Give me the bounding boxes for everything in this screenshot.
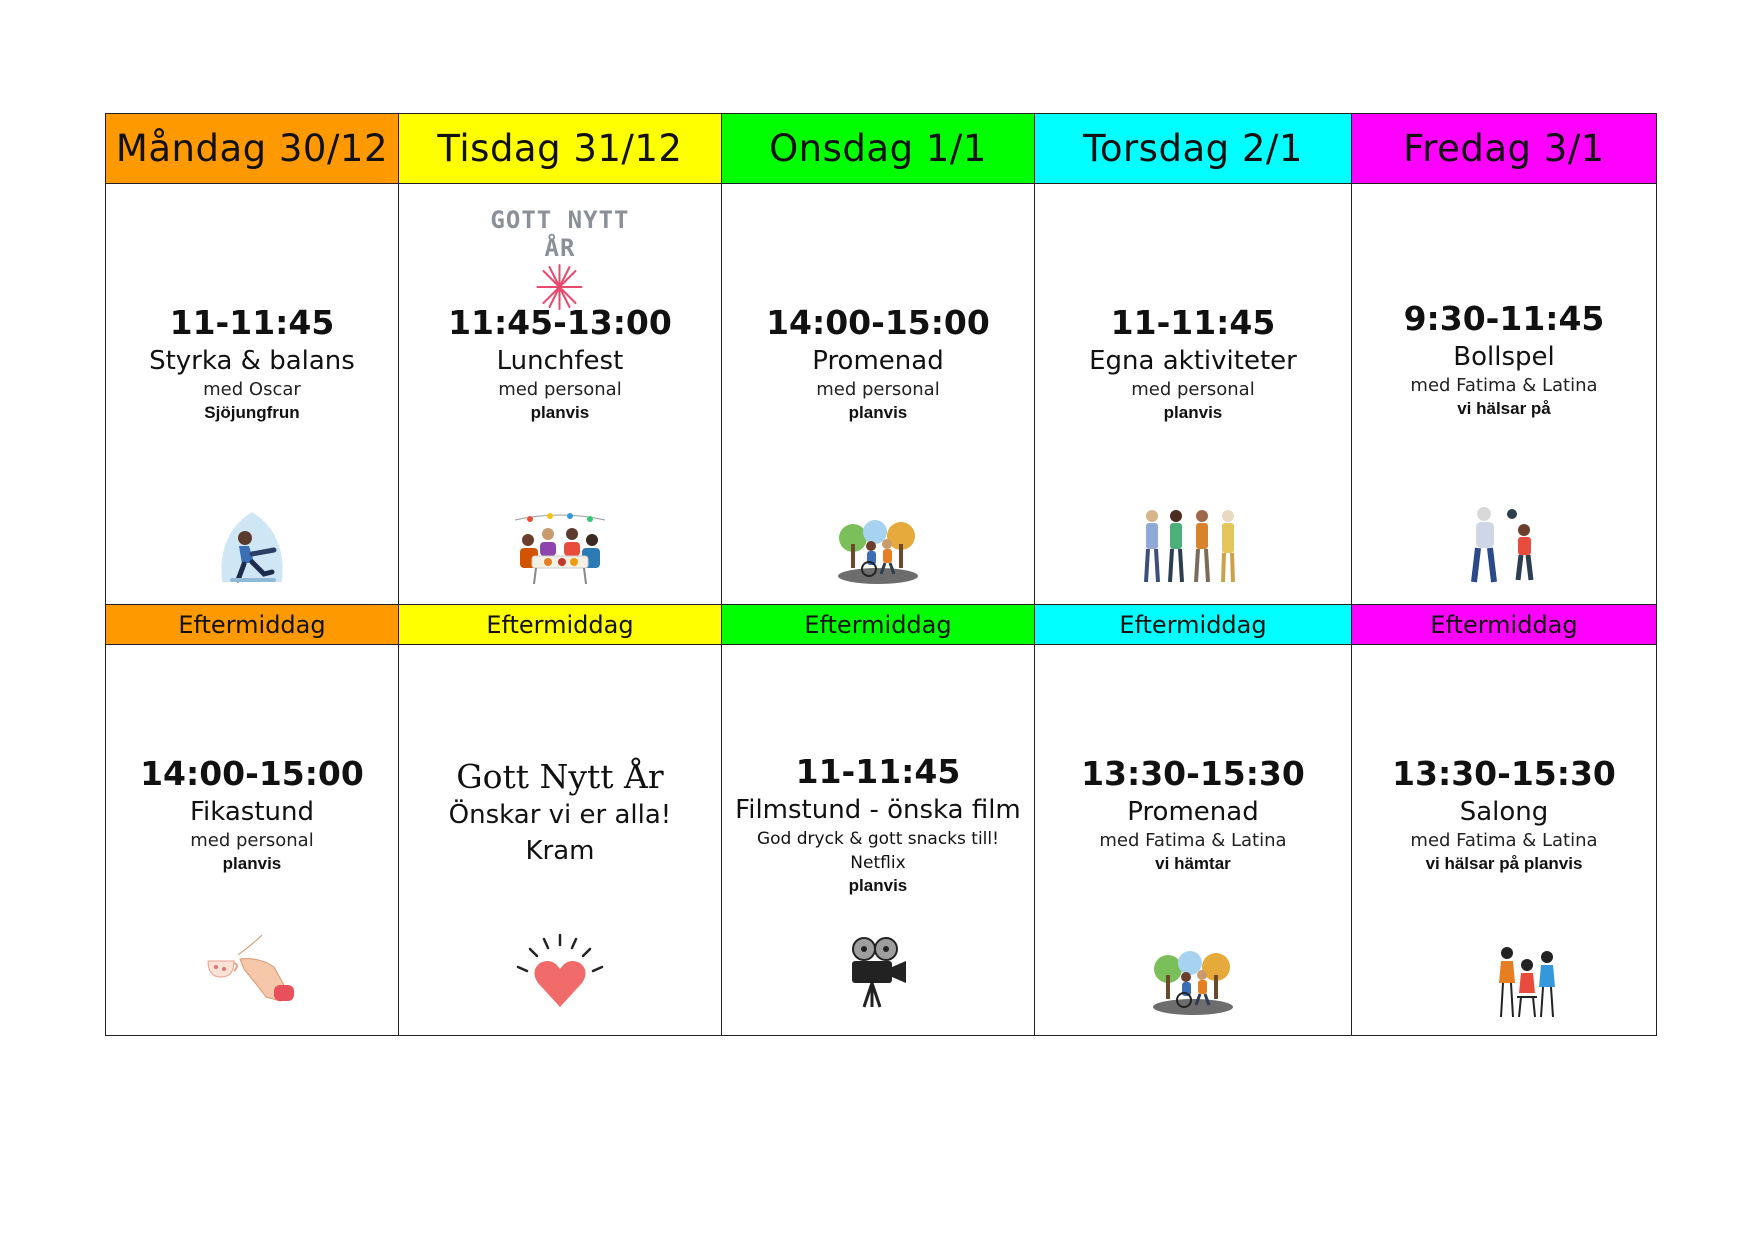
afternoon-row — [106, 645, 1657, 1036]
activity-note: Netflix — [850, 853, 906, 873]
greeting-title: Gott Nytt År — [456, 757, 664, 796]
activity-place: Sjöjungfrun — [204, 403, 300, 422]
walk-icon — [1150, 945, 1236, 1021]
activity-title: Filmstund - önska film — [735, 795, 1021, 825]
activity-host: med Fatima & Latina — [1410, 830, 1598, 851]
afternoon-label-tuesday: Eftermiddag — [398, 605, 721, 645]
activity-host: med Fatima & Latina — [1410, 375, 1598, 396]
activity-time: 14:00-15:00 — [766, 303, 990, 342]
activity-cell-thursday-pm — [1034, 645, 1351, 1036]
afternoon-label-thursday: Eftermiddag — [1034, 605, 1351, 645]
activity-place: planvis — [222, 854, 282, 873]
activity-place: vi hälsar på — [1457, 399, 1551, 418]
activity-cell-monday-pm — [106, 645, 399, 1036]
activity-cell-friday-am — [1351, 184, 1656, 605]
movie-camera-icon — [846, 935, 910, 1013]
greeting-line: Kram — [525, 836, 595, 866]
activity-title: Lunchfest — [496, 346, 624, 376]
activity-time: 14:00-15:00 — [140, 754, 364, 793]
activity-time: 11-11:45 — [795, 752, 961, 791]
activity-host: med Oscar — [203, 379, 301, 400]
activity-cell-wednesday-pm — [721, 645, 1034, 1036]
activity-title: Egna aktiviteter — [1089, 346, 1297, 376]
activity-time: 11:45-13:00 — [448, 303, 672, 342]
day-header-friday: Fredag 3/1 — [1351, 114, 1656, 184]
activity-place: vi hämtar — [1155, 854, 1231, 873]
activity-cell-monday-am — [106, 184, 399, 605]
heart-icon — [510, 931, 610, 1015]
activity-time: 9:30-11:45 — [1403, 299, 1605, 338]
activity-place: planvis — [530, 403, 590, 422]
activity-time: 11-11:45 — [169, 303, 335, 342]
activity-cell-wednesday-am — [721, 184, 1034, 605]
day-header-tuesday: Tisdag 31/12 — [398, 114, 721, 184]
ball-game-icon — [1464, 502, 1544, 590]
activity-time: 11-11:45 — [1110, 303, 1276, 342]
activity-title: Bollspel — [1453, 342, 1555, 372]
new-year-banner — [479, 206, 640, 316]
activity-cell-friday-pm — [1351, 645, 1656, 1036]
activity-place: vi hälsar på planvis — [1425, 854, 1583, 873]
greeting-line: Önskar vi er alla! — [448, 800, 672, 830]
activity-note: God dryck & gott snacks till! — [756, 829, 999, 849]
salon-icon — [1495, 943, 1561, 1023]
activity-title: Salong — [1459, 797, 1549, 827]
activity-time: 13:30-15:30 — [1081, 754, 1305, 793]
day-header-wednesday: Onsdag 1/1 — [721, 114, 1034, 184]
activity-place: planvis — [1163, 403, 1223, 422]
activity-host: med personal — [1131, 379, 1255, 400]
activity-title: Fikastund — [189, 797, 314, 827]
walk-icon — [835, 514, 921, 590]
afternoon-label-monday: Eftermiddag — [106, 605, 399, 645]
afternoon-label-friday: Eftermiddag — [1351, 605, 1656, 645]
weekly-schedule — [105, 113, 1657, 1036]
activity-cell-thursday-am — [1034, 184, 1351, 605]
day-header-row — [106, 114, 1657, 184]
day-header-monday: Måndag 30/12 — [106, 114, 399, 184]
exercise-icon — [212, 504, 292, 590]
activity-host: med personal — [498, 379, 622, 400]
activity-host: med Fatima & Latina — [1099, 830, 1287, 851]
activity-cell-tuesday-am — [398, 184, 721, 605]
activity-title: Promenad — [812, 346, 944, 376]
teacup-icon — [204, 933, 300, 1007]
banner-text: GOTT NYTT ÅR — [490, 206, 630, 262]
morning-row — [106, 184, 1657, 605]
activity-host: med personal — [816, 379, 940, 400]
activity-time: 13:30-15:30 — [1392, 754, 1616, 793]
afternoon-header-row — [106, 605, 1657, 645]
people-group-icon — [1138, 506, 1248, 590]
party-table-icon — [510, 510, 610, 590]
day-header-thursday: Torsdag 2/1 — [1034, 114, 1351, 184]
activity-title: Promenad — [1127, 797, 1259, 827]
activity-place: planvis — [848, 876, 908, 895]
activity-cell-tuesday-pm — [398, 645, 721, 1036]
afternoon-label-wednesday: Eftermiddag — [721, 605, 1034, 645]
activity-place: planvis — [848, 403, 908, 422]
activity-host: med personal — [190, 830, 314, 851]
activity-title: Styrka & balans — [149, 346, 355, 376]
